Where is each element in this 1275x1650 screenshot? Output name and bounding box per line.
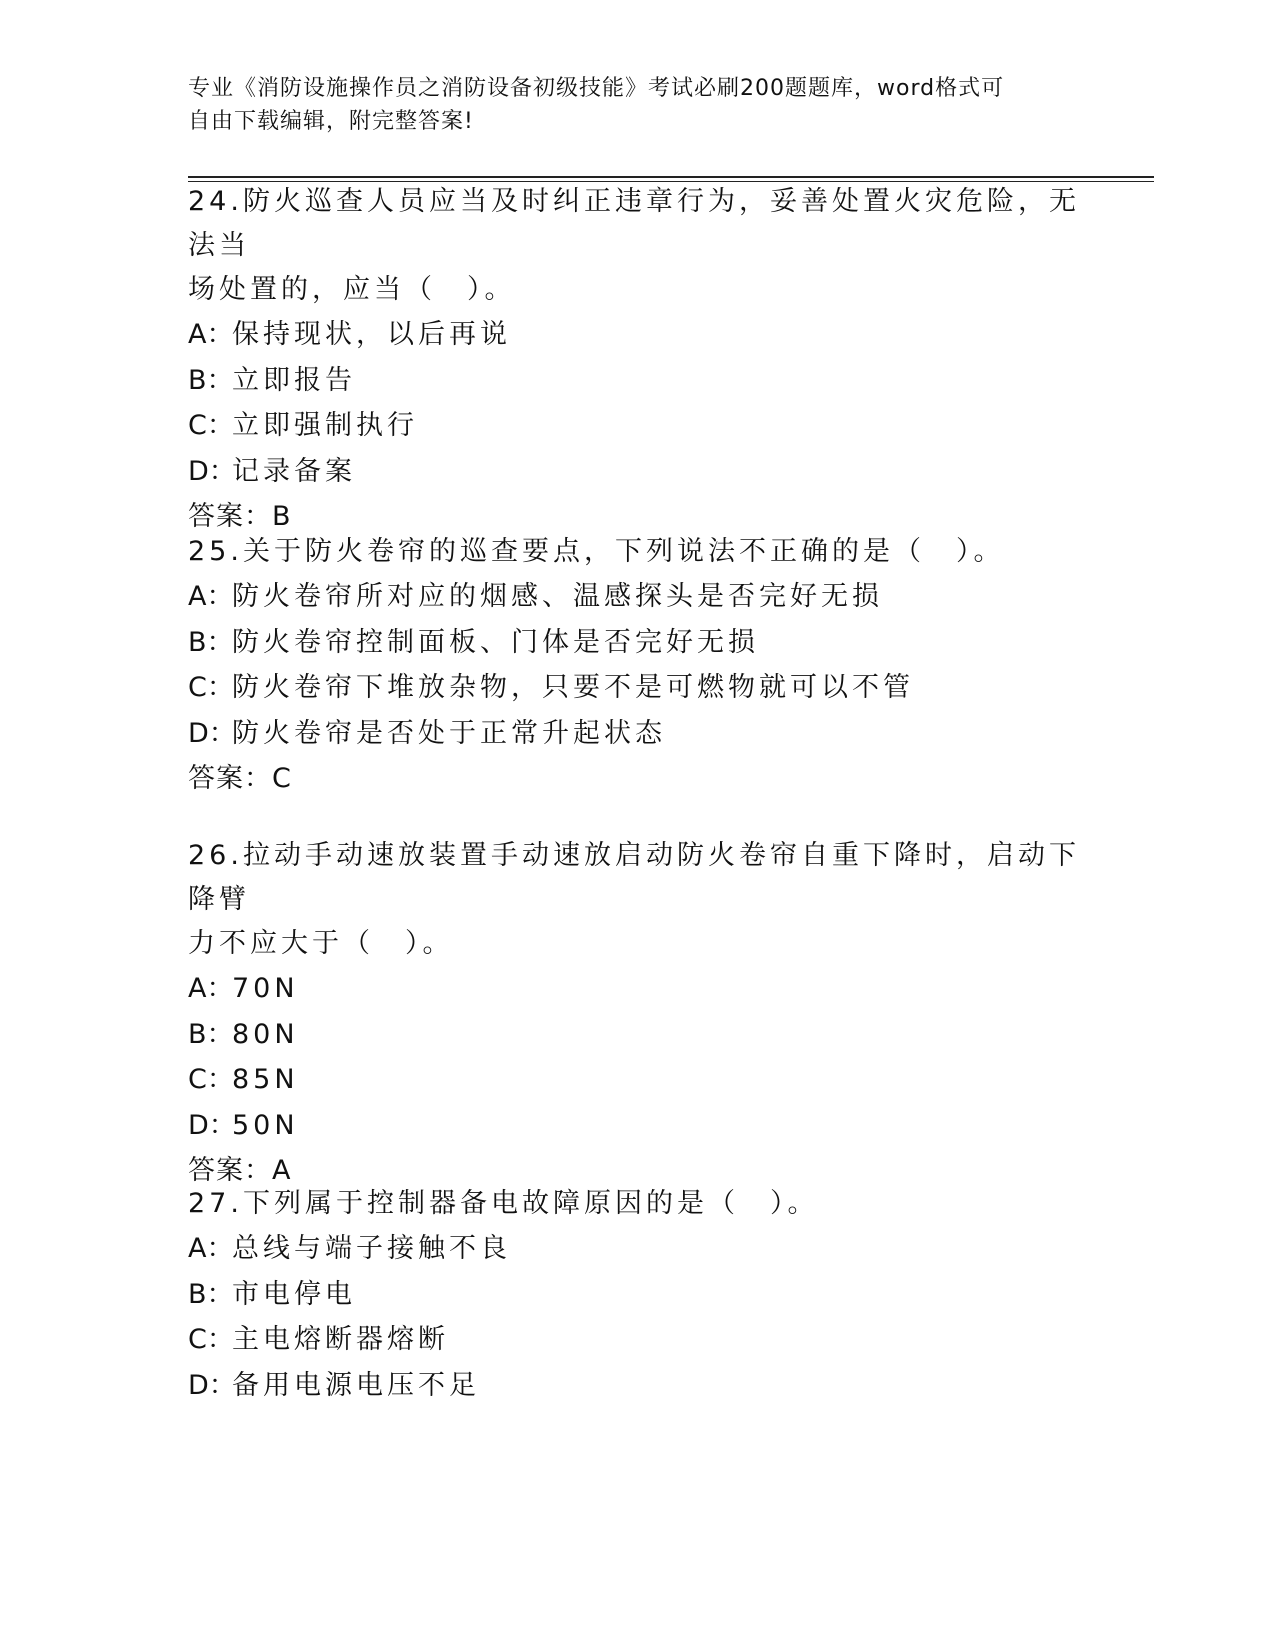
option-key: B：: [188, 364, 234, 396]
option-a: [188, 966, 1088, 1012]
option-text: 85N: [232, 1064, 299, 1095]
option-key: A：: [188, 1233, 234, 1264]
header-line-2: 自由下载编辑，附完整答案!: [188, 109, 474, 134]
option-a: [188, 1226, 1088, 1272]
option-key: A：: [188, 319, 234, 350]
option-key: C：: [188, 672, 234, 703]
option-a: [188, 574, 1088, 620]
option-d: [188, 711, 1088, 757]
option-key: D：: [188, 1369, 236, 1401]
option-text: 防火卷帘下堆放杂物，只要不是可燃物就可以不管: [232, 672, 914, 703]
answer-line: 答案：A: [188, 1155, 292, 1186]
answer-line: 答案：C: [188, 763, 292, 794]
option-c: [188, 1317, 1088, 1363]
question-stem-line: 26.拉动手动速放装置手动速放启动防火卷帘自重下降时，启动下降臂: [188, 840, 1080, 915]
question-26: [188, 834, 1088, 1194]
option-key: B：: [188, 626, 234, 658]
document-header: [188, 72, 1088, 138]
option-key: B：: [188, 1018, 234, 1050]
option-text: 立即强制执行: [232, 410, 418, 441]
option-c: [188, 1057, 1088, 1103]
option-text: 备用电源电压不足: [232, 1369, 480, 1401]
option-b: [188, 358, 1088, 404]
question-stem-line: 场处置的，应当（ ）。: [188, 274, 516, 305]
header-divider-thick: [188, 176, 1154, 178]
option-text: 总线与端子接触不良: [232, 1233, 511, 1264]
option-b: [188, 620, 1088, 666]
answer-line: 答案：B: [188, 501, 292, 532]
question-25: [188, 530, 1088, 802]
option-key: C：: [188, 1064, 234, 1095]
option-key: D：: [188, 455, 236, 487]
option-text: 市电停电: [232, 1278, 356, 1310]
question-stem-line: 27.下列属于控制器备电故障原因的是（ ）。: [188, 1188, 819, 1219]
question-27: [188, 1182, 1088, 1408]
question-stem-line: 25.关于防火卷帘的巡查要点，下列说法不正确的是（ ）。: [188, 536, 1005, 567]
option-d: [188, 449, 1088, 495]
option-key: C：: [188, 410, 234, 441]
option-key: B：: [188, 1278, 234, 1310]
question-stem-line: 24.防火巡查人员应当及时纠正违章行为，妥善处置火灾危险，无法当: [188, 186, 1080, 261]
option-key: C：: [188, 1324, 234, 1355]
option-text: 防火卷帘控制面板、门体是否完好无损: [232, 626, 759, 658]
option-c: [188, 403, 1088, 449]
header-line-1: 专业《消防设施操作员之消防设备初级技能》考试必刷200题题库，word格式可: [188, 76, 1005, 101]
option-key: D：: [188, 717, 236, 749]
option-text: 记录备案: [232, 455, 356, 487]
option-c: [188, 665, 1088, 711]
option-text: 主电熔断器熔断: [232, 1324, 449, 1355]
option-text: 70N: [232, 973, 299, 1004]
option-key: D：: [188, 1109, 236, 1141]
option-text: 50N: [232, 1109, 299, 1141]
option-d: [188, 1103, 1088, 1149]
option-text: 80N: [232, 1018, 299, 1050]
option-a: [188, 312, 1088, 358]
option-text: 防火卷帘所对应的烟感、温感探头是否完好无损: [232, 581, 883, 612]
question-stem-line: 力不应大于（ ）。: [188, 928, 454, 959]
option-key: A：: [188, 581, 234, 612]
option-text: 防火卷帘是否处于正常升起状态: [232, 717, 666, 749]
option-b: [188, 1272, 1088, 1318]
option-key: A：: [188, 973, 234, 1004]
option-text: 保持现状，以后再说: [232, 319, 511, 350]
option-d: [188, 1363, 1088, 1409]
option-text: 立即报告: [232, 364, 356, 396]
option-b: [188, 1012, 1088, 1058]
question-24: [188, 180, 1088, 540]
